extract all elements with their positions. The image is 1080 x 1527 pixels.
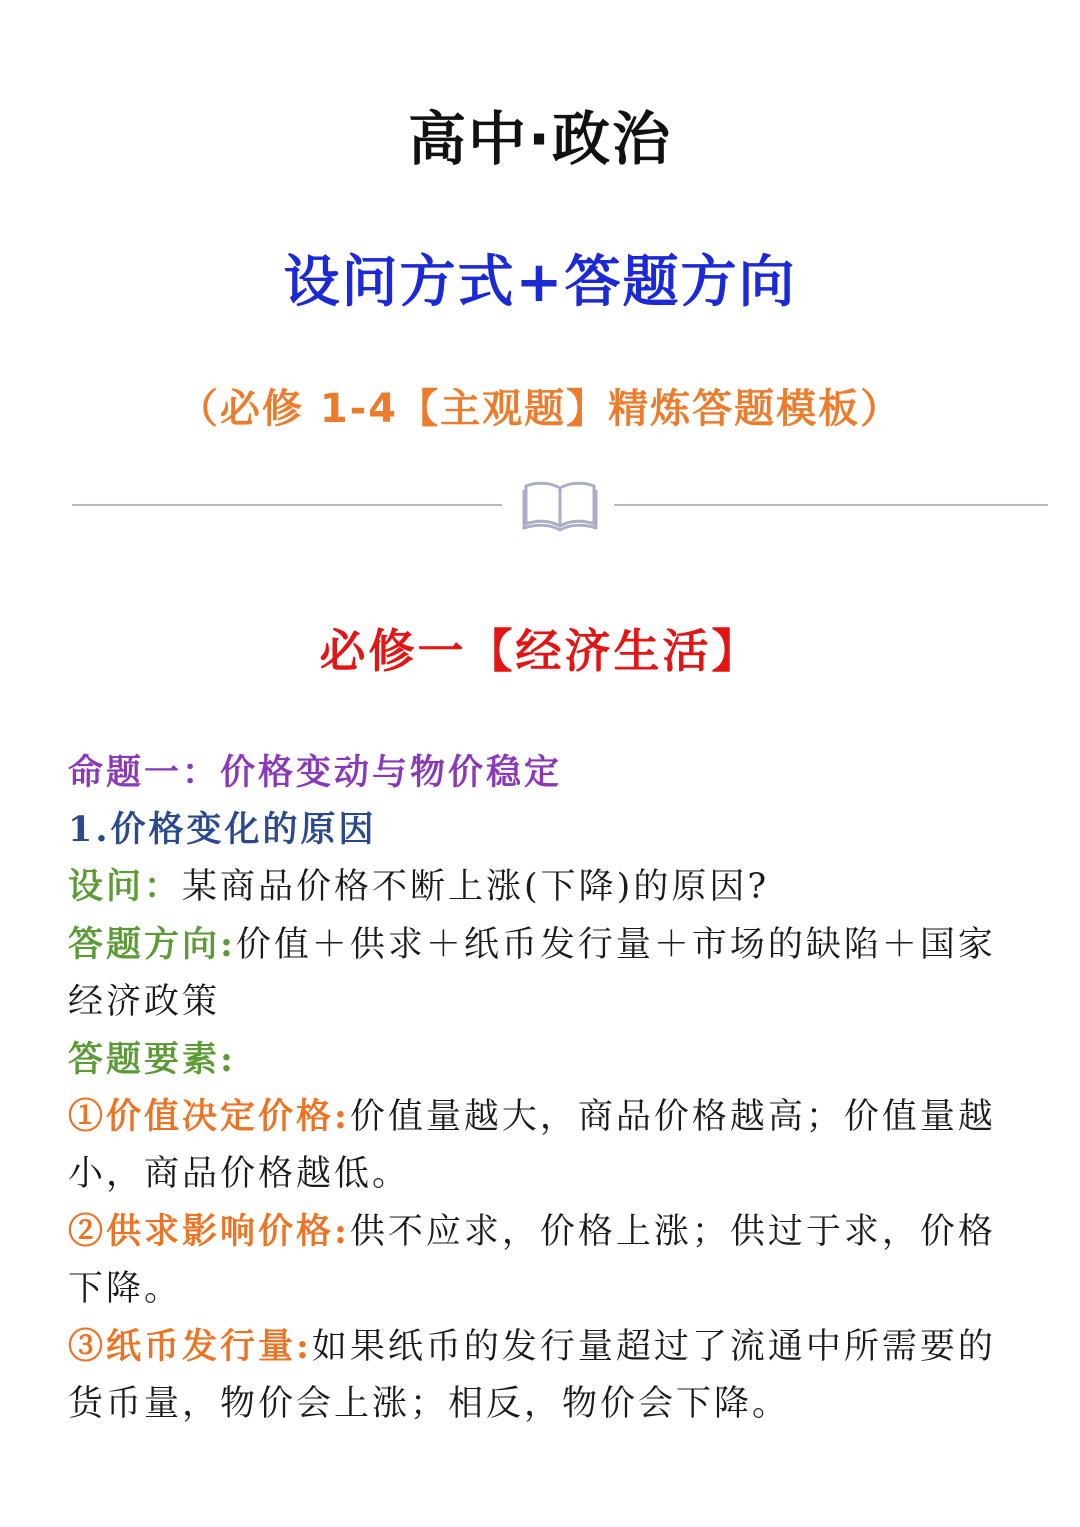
page-tagline: （必修 1-4【主观题】精炼答题模板） (177, 386, 903, 432)
page-subtitle: 设问方式+答题方向 (283, 250, 797, 315)
question-label: 设问： (68, 866, 183, 907)
point-item (68, 1088, 1018, 1203)
content-body (68, 744, 1018, 1433)
open-book-icon (522, 478, 598, 532)
direction-label: 答题方向: (68, 924, 236, 965)
point-text: 供不应求，价格上涨；供过于求，价格下降。 (68, 1212, 996, 1309)
direction-text: 价值＋供求＋纸币发行量＋市场的缺陷＋国家经济政策 (68, 925, 996, 1022)
question-text: 某商品价格不断上涨(下降)的原因? (182, 867, 770, 907)
point-item (68, 1318, 1018, 1433)
question-line (68, 858, 1018, 916)
subheading: 1.价格变化的原因 (68, 809, 377, 850)
point-text: 如果纸币的发行量超过了流通中所需要的货币量，物价会上涨；相反，物价会下降。 (68, 1327, 996, 1424)
topic-heading: 命题一：价格变动与物价稳定 (68, 752, 563, 793)
divider-line-left (72, 504, 502, 506)
elements-label: 答题要素: (68, 1039, 236, 1080)
point-label: ③纸币发行量: (68, 1326, 312, 1367)
section-heading: 必修一【经济生活】 (319, 624, 761, 678)
point-item (68, 1203, 1018, 1318)
point-label: ②供求影响价格: (68, 1211, 350, 1252)
direction-line (68, 916, 1018, 1031)
point-label: ①价值决定价格: (68, 1096, 350, 1137)
point-text: 价值量越大，商品价格越高；价值量越小，商品价格越低。 (68, 1097, 996, 1194)
divider-line-right (614, 504, 1048, 506)
page-title: 高中·政治 (407, 105, 673, 173)
section-divider (72, 474, 1048, 534)
